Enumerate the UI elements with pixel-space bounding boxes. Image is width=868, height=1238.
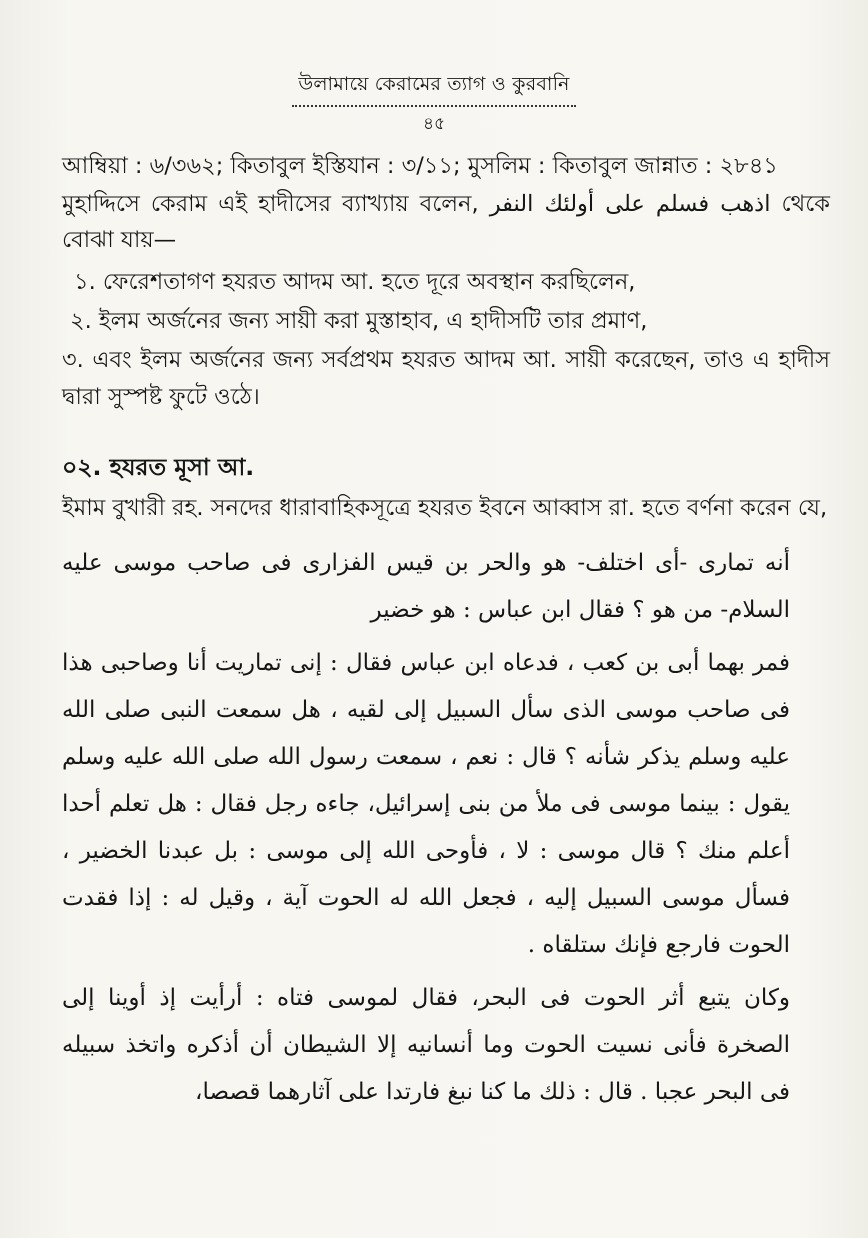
arabic-paragraph-1: أنه تمارى -أى اختلف- هو والحر بن قيس الفزارى فى صاحب موسى عليه السلام- من هو ؟ فقال ابن عباس : هو خضير — [62, 550, 790, 623]
arabic-paragraph-2: فمر بهما أبى بن كعب ، فدعاه ابن عباس فقال : إنى تماريت أنا وصاحبى هذا فى صاحب موسى الذى سأل السبيل إلى لقيه ، هل سمعت النبى صلى الله عليه وسلم يذكر شأنه ؟ قال : نعم ، سمعت رسول الله صلى الله عليه وسلم يقول : بينما موسى فى ملأ من بنى إسرائيل، جاءه رجل فقال : هل تعلم أحدا أعلم منك ؟ قال موسى : لا ، فأوحى الله إلى موسى : بل عبدنا الخضير ، فسأل موسى السبيل إليه ، فجعل الله له الحوت آية ، وقيل له : إذا فقدت الحوت فارجع فإنك ستلقاه . — [62, 650, 790, 958]
narration-paragraph: ইমাম বুখারী রহ. সনদের ধারাবাহিকসূত্রে হযরত ইবনে আব্বাস রা. হতে বর্ণনা করেন যে, — [62, 495, 828, 521]
intro-arabic-quote: اذهب فسلم على أولئك النفر — [489, 191, 771, 217]
arabic-paragraph-3: وكان يتبع أثر الحوت فى البحر، فقال لموسى فتاه : أرأيت إذ أوينا إلى الصخرة فأنى نسيت الحوت وما أنسانيه إلا الشيطان أن أذكره واتخذ سبيله فى البحر عجبا . قال : ذلك ما كنا نبغ فارتدا على آثارهما قصصا، — [62, 985, 790, 1105]
intro-text-after: থেকে বোঝা যায়— — [62, 191, 830, 253]
running-title: উলামায়ে কেরামের ত্যাগ ও কুরবানি — [292, 70, 575, 107]
running-header — [0, 70, 868, 139]
page-body — [62, 148, 830, 1116]
intro-paragraph — [62, 186, 830, 258]
point-item-1: ১. ফেরেশতাগণ হযরত আদম আ. হতে দূরে অবস্থান করছিলেন, — [74, 269, 636, 295]
reference-line: আম্বিয়া : ৬/৩৬২; কিতাবুল ইস্তিযান : ৩/১১; মুসলিম : কিতাবুল জান্নাত : ২৮৪১ — [62, 153, 778, 179]
page-number: ৪৫ — [422, 114, 446, 134]
point-item-2: ২. ইলম অর্জনের জন্য সায়ী করা মুস্তাহাব, এ হাদীসটি তার প্রমাণ, — [70, 308, 648, 334]
intro-text-before: মুহাদ্দিসে কেরাম এই হাদীসের ব্যাখ্যায় বলেন, — [62, 191, 479, 217]
section-heading: ০২. হযরত মূসা আ. — [62, 453, 255, 481]
point-item-3: ৩. এবং ইলম অর্জনের জন্য সর্বপ্রথম হযরত আদম আ. সায়ী করেছেন, তাও এ হাদীস দ্বারা সুস্পষ্ট ফুটে ওঠে। — [62, 347, 830, 410]
